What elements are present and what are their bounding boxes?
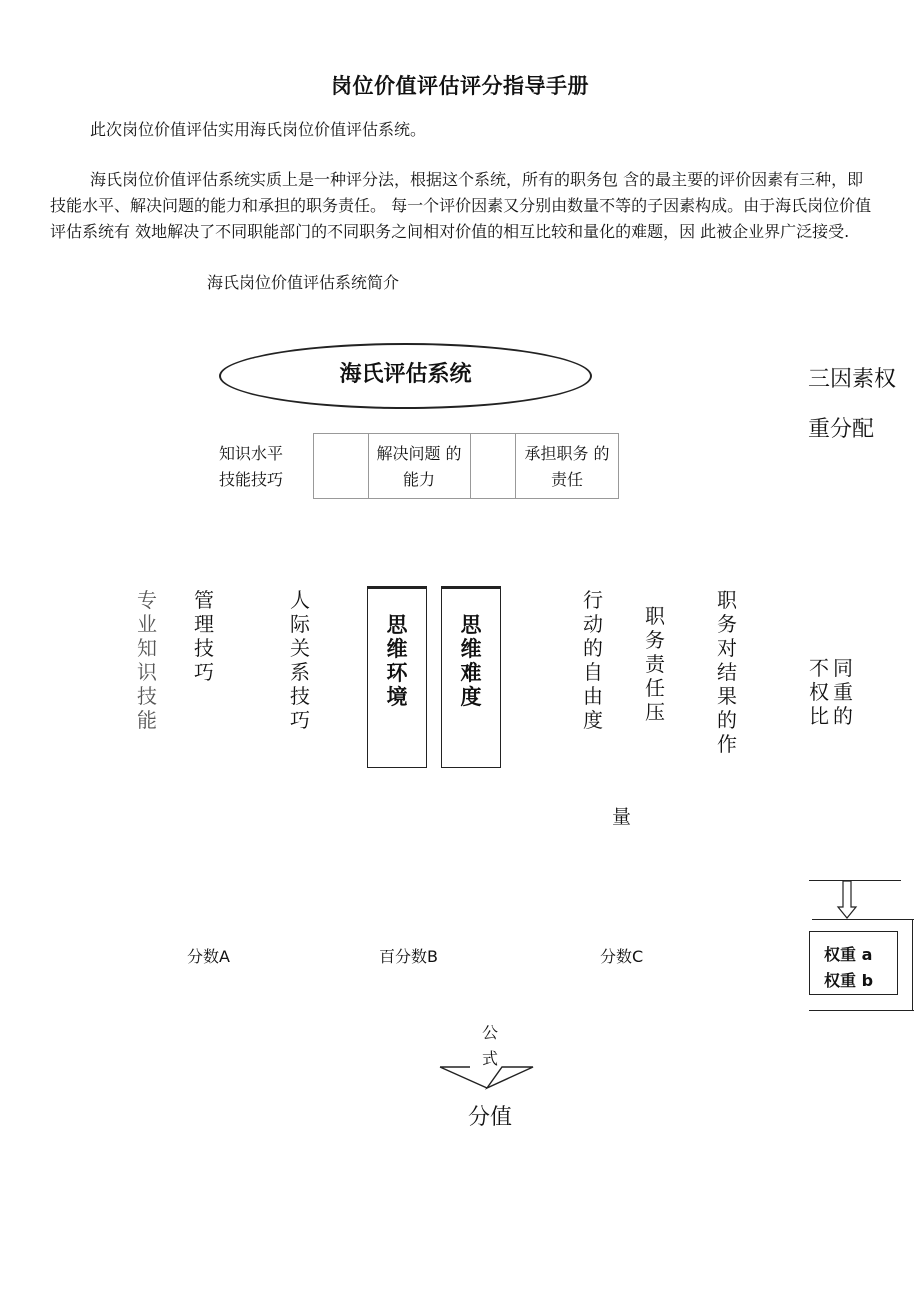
weight-allocation-title-line1: 三因素权	[808, 367, 897, 392]
diagram-intro-caption: 海氏岗位价值评估系统简介	[207, 273, 400, 292]
weight-note-left-column: 不权比	[809, 656, 829, 728]
factor-skill-line1: 知识水平	[218, 444, 283, 463]
paragraph-system-description: 海氏岗位价值评估系统实质上是一种评分法，根据这个系统，所有的职务包 含的最主要的评价因素有三种，即技能水平、解决问题的能力和承担的职务责任。 每一个评价因素又分别由数量不等的子因素构成。由于海氏岗位价值评估系统有 效地解决了不同职能部门的不同职务之间相对价值的相互比较和量化的难题，因 此被企业界广泛接受.	[50, 170, 872, 241]
factor-table-divider	[470, 434, 471, 498]
factor-problem-line1: 解决问题 的	[376, 444, 462, 463]
factor-problem-solving	[368, 441, 470, 493]
score-b: 百分数B	[379, 947, 438, 966]
system-ellipse-label: 海氏评估系统	[339, 362, 472, 387]
factor-table-divider	[313, 434, 314, 498]
result-value: 分值	[468, 1105, 513, 1130]
weights-box	[809, 931, 898, 995]
subfactor-interpersonal: 人际关系技巧	[290, 588, 310, 732]
weight-allocation-title-line2: 重分配	[808, 417, 875, 442]
down-arrow-icon	[836, 880, 858, 920]
subfactor-duty-pressure: 职务责任压	[645, 604, 665, 724]
subfactor-freedom-to-act: 行动的自由度	[583, 588, 603, 732]
formula-char-1: 公	[482, 1023, 499, 1042]
document-title: 岗位价值评估评分指导手册	[331, 74, 589, 98]
score-c: 分数C	[600, 947, 644, 966]
factor-skill-line2: 技能技巧	[218, 470, 283, 489]
subfactor-thinking-environment-box	[367, 586, 427, 768]
factor-accountability	[515, 441, 619, 493]
weight-bracket-side	[912, 919, 913, 1011]
paragraph-system-used: 此次岗位价值评估实用海氏岗位价值评估系统。	[90, 120, 427, 139]
subfactor-thinking-difficulty: 思维难度	[460, 613, 482, 709]
subfactor-professional-clipped	[137, 588, 159, 732]
weight-note-right-column: 同重的	[833, 656, 853, 728]
formula-char-2: 式	[482, 1049, 499, 1068]
subfactor-professional-text: 专业知识技能	[137, 588, 157, 732]
factor-duty-line2: 责任	[550, 470, 583, 489]
score-a: 分数A	[187, 947, 230, 966]
weight-a: 权重 a	[824, 945, 873, 964]
subfactor-result-effect: 职务对结果的作	[717, 588, 737, 756]
weight-b: 权重 b	[824, 971, 874, 990]
weight-bracket-bottom-line	[809, 1010, 914, 1011]
factor-skill	[210, 441, 292, 493]
subfactor-thinking-environment: 思维环境	[386, 613, 408, 709]
subfactor-management: 管理技巧	[194, 588, 214, 684]
subfactor-duty-pressure-cont: 量	[612, 806, 632, 828]
formula-arrow-icon	[438, 1064, 536, 1090]
factor-duty-line1: 承担职务 的	[524, 444, 610, 463]
weight-bracket-mid-line	[812, 919, 914, 920]
subfactor-thinking-difficulty-box	[441, 586, 501, 768]
factor-problem-line2: 能力	[402, 470, 435, 489]
